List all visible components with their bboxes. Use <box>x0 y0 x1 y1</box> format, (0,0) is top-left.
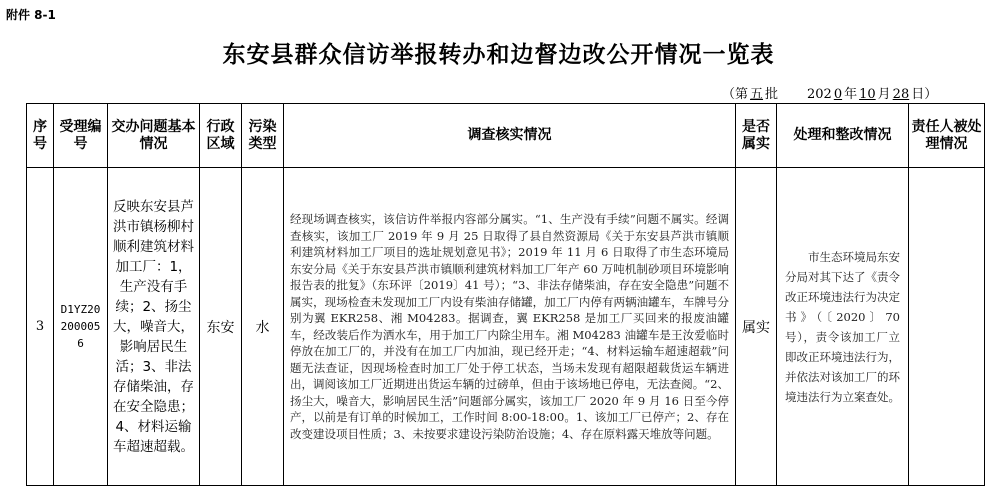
page-title: 东安县群众信访举报转办和边督边改公开情况一览表 <box>222 42 775 68</box>
header-code: 受理编号 <box>54 104 108 168</box>
header-handling: 处理和整改情况 <box>777 104 909 168</box>
meta-day-suffix: 日） <box>911 87 938 102</box>
meta-year-suffix: 年 <box>844 87 858 102</box>
meta-open: （第 <box>722 87 749 102</box>
batch-number: 五 <box>750 87 764 102</box>
cell-handling <box>777 168 909 486</box>
header-investigation: 调查核实情况 <box>284 104 736 168</box>
header-verified: 是否属实 <box>736 104 777 168</box>
header-problem: 交办问题基本情况 <box>108 104 200 168</box>
cell-verified: 属实 <box>736 168 777 486</box>
cell-area: 东安 <box>200 168 242 486</box>
cell-problem: 反映东安县芦洪市镇杨柳村顺利建筑材料加工厂：1，生产没有手续；2、扬尘大，噪音大，影响居民生活；3、非法存储柴油，存在安全隐患；4、材料运输车超速超载。 <box>108 168 200 486</box>
table-row <box>27 168 985 486</box>
table-header-row <box>27 104 985 168</box>
header-area: 行政区域 <box>200 104 242 168</box>
handling-text: 市生态环境局东安分局对其下达了《责令改正环境违法行为决定书》（〔2020〕70 号），责令该加工厂立即改正环境违法行为，并依法对该加工厂的环境违法行为立案查处。 <box>785 249 900 404</box>
meta-month-suffix: 月 <box>877 87 891 102</box>
cell-pollution: 水 <box>242 168 284 486</box>
meta-year-prefix: 202 <box>806 87 832 102</box>
meta-batch-suffix: 批 <box>765 87 779 102</box>
header-seq: 序号 <box>27 104 54 168</box>
meta-day: 28 <box>892 87 910 102</box>
meta-year-digit: 0 <box>833 87 843 102</box>
complaint-table <box>26 103 985 486</box>
cell-investigation: 经现场调查核实，该信访件举报内容部分属实。“1、生产没有手续”问题不属实。经调查核实，该加工厂 2019 年 9 月 25 日取得了县自然资源局《关于东安县芦洪市镇顺利建筑材料加工厂项目的选址规划意见书》；2019 年 11 月 6 日取得了市生态环境局东安分局《关于东安县芦洪市镇顺利建筑材料加工厂年产 60 万吨机制砂项目环境影响报告表的批复》（东环评〔2019〕41 号）；“3、非法存储柴油，存在安全隐患”问题不属实，现场检查未发现加工厂内设有柴油存储罐，加工厂内停有两辆油罐车，车牌号分别为翼 EKR258、湘 M04283。据调查，翼 EKR258 是加工厂买回来的报废油罐车，经改装后作为洒水车，用于加工厂内除尘用车。湘 M04283 油罐车是王汝爱临时停放在加工厂的，并没有在加工厂内加油，现已经开走；“4、材料运输车超速超载”问题无法查证，因现场检查时加工厂处于停工状态，当场未发现有超限超载货运车辆进出，调阅该加工厂近期进出货运车辆的过磅单，但由于该场地已停电，无法查阅。“2、扬尘大，噪音大，影响居民生活”问题部分属实，该加工厂 2020 年 9 月 16 日至今停产，以前是有订单的时候加工，工作时间 8:00-18:00。1、该加工厂已停产；2、存在改变建设项目性质；3、未按要求建设污染防治设施；4、存在原料露天堆放等问题。 <box>284 168 736 486</box>
cell-responsible <box>909 168 985 486</box>
header-pollution: 污染类型 <box>242 104 284 168</box>
cell-seq: 3 <box>27 168 54 486</box>
cell-code: D1YZ202000056 <box>54 168 108 486</box>
batch-date-line <box>722 83 992 102</box>
meta-month: 10 <box>859 87 876 102</box>
header-responsible: 责任人被处理情况 <box>909 104 985 168</box>
attachment-label: 附件 8-1 <box>6 8 56 22</box>
